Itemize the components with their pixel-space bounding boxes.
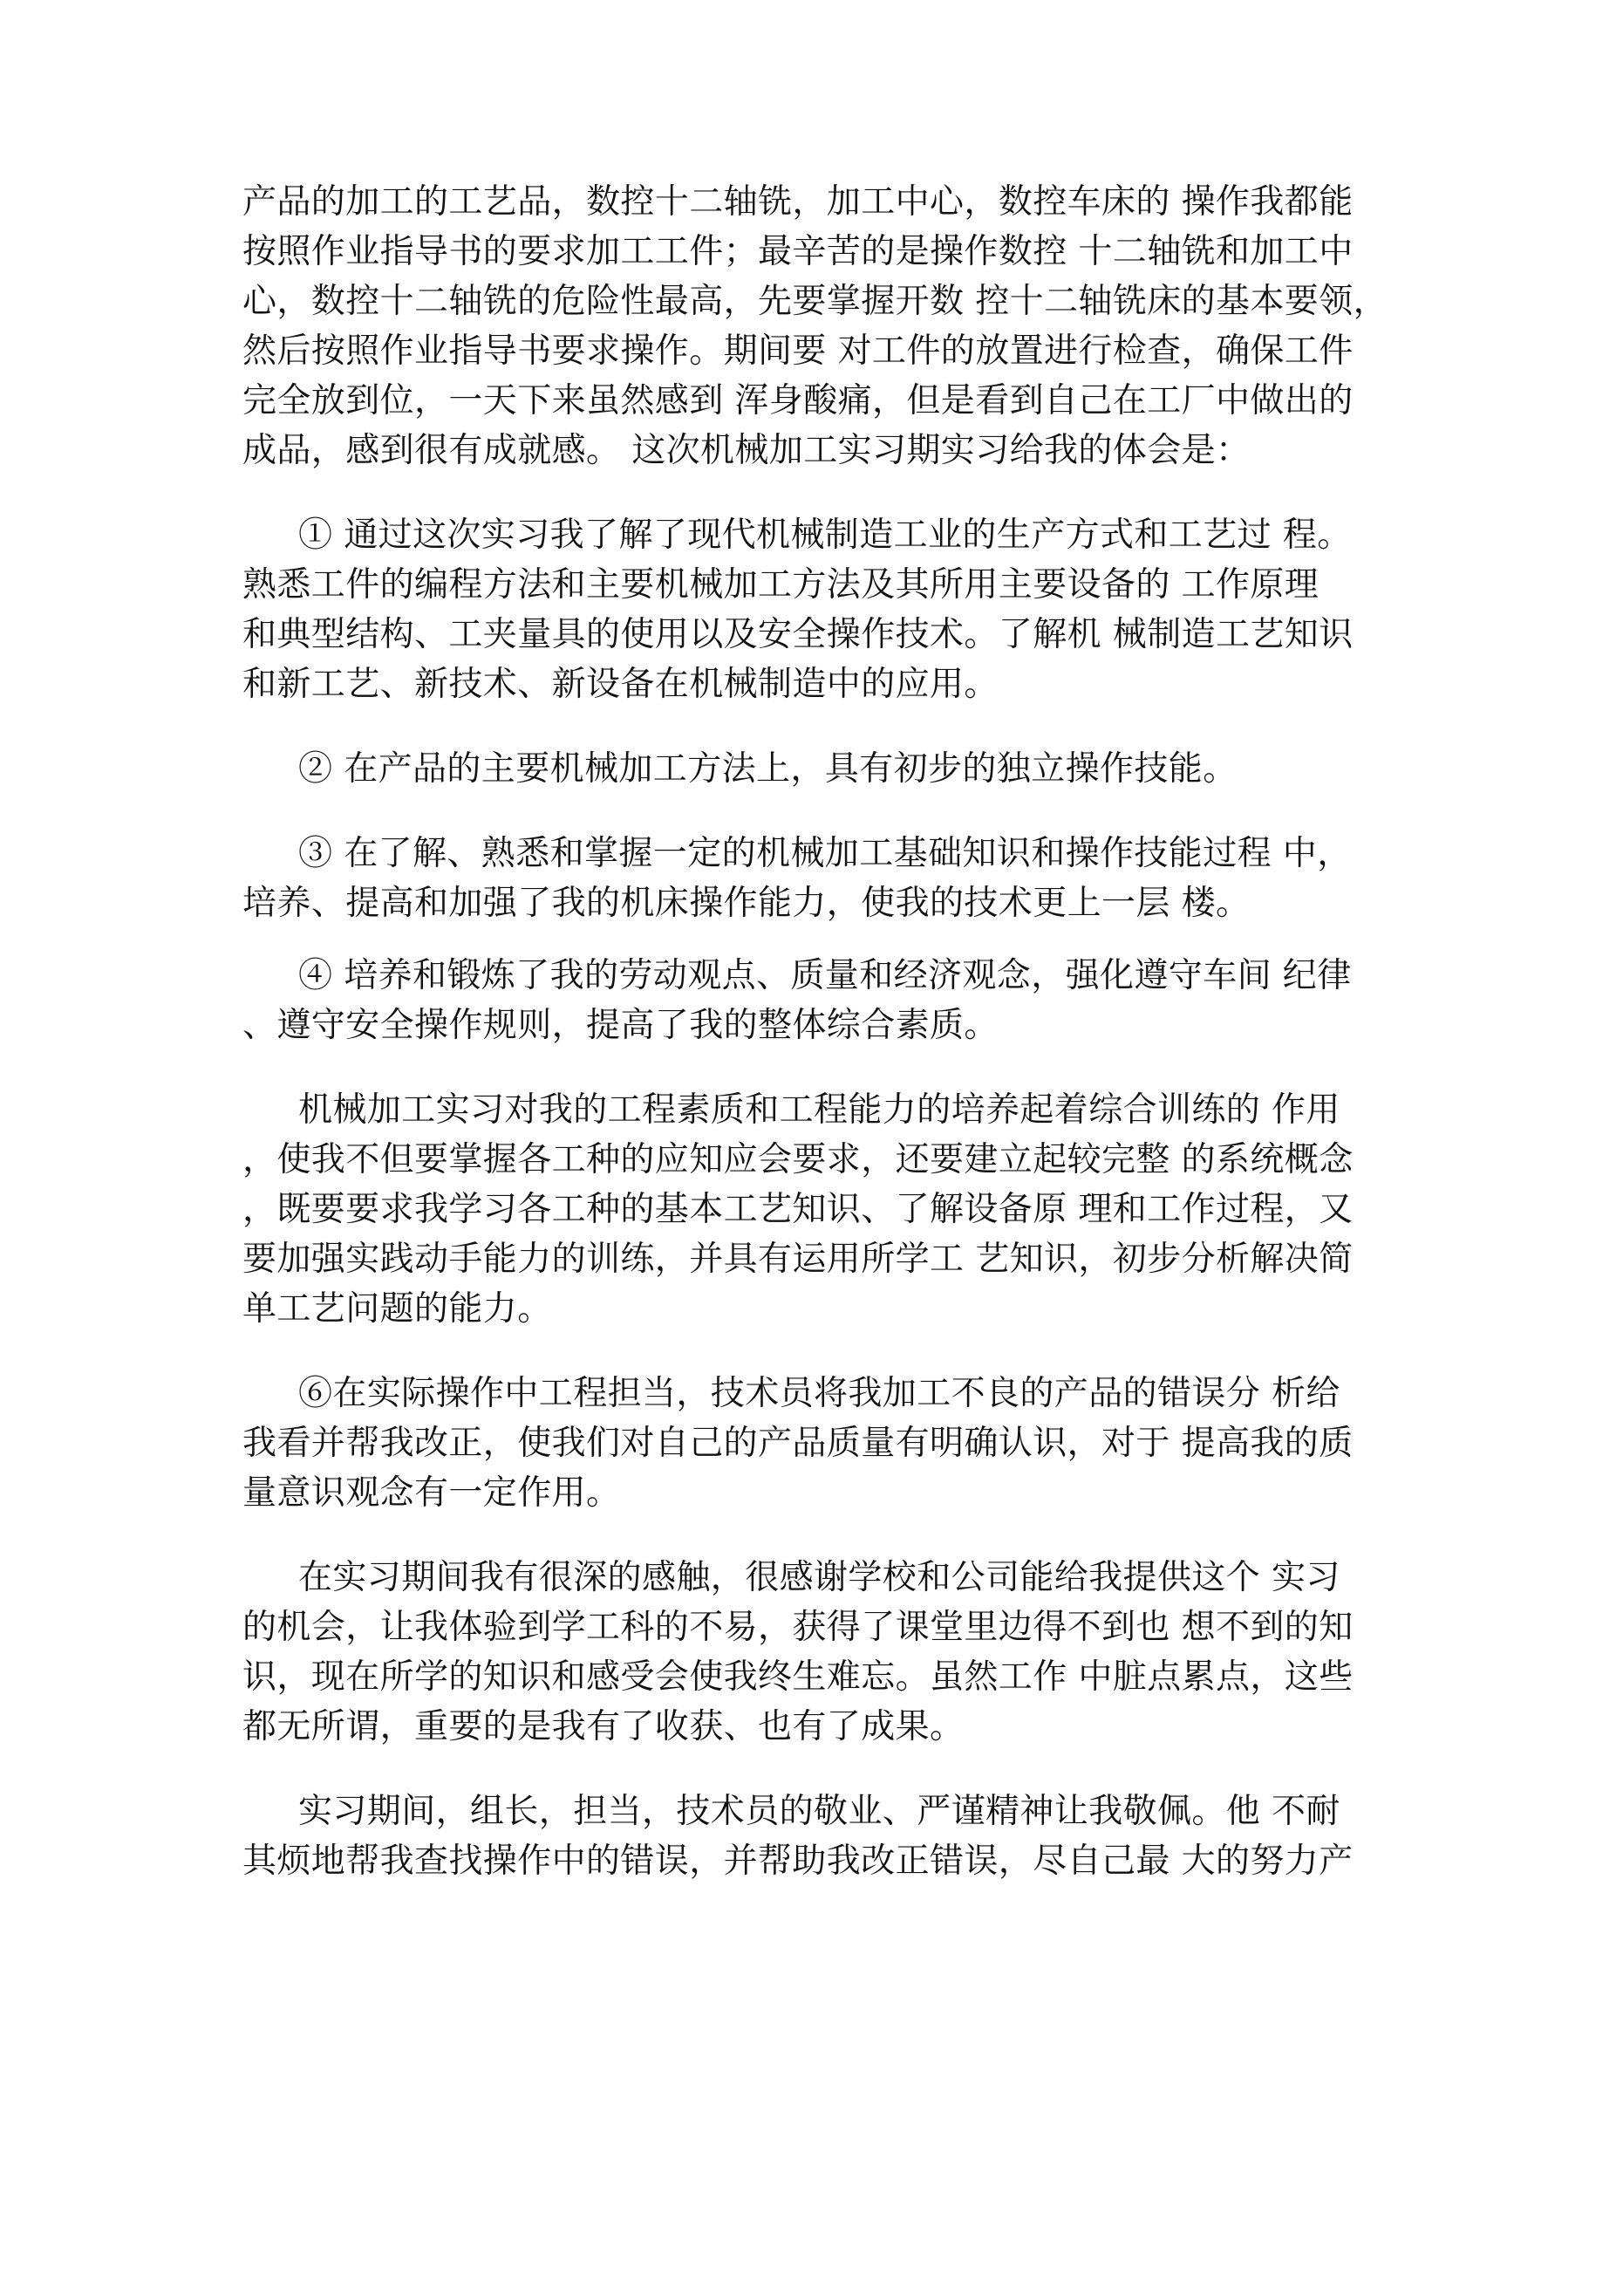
paragraph-point-6 [242,1369,1402,1518]
paragraph-training [242,1085,1402,1334]
paragraph-reflection [242,1553,1402,1752]
text-line: 然后按照作业指导书要求操作。期间要 对工件的放置进行检查，确保工件 [242,331,1354,371]
text-line: 都无所谓，重要的是我有了收获、也有了成果。 [242,1707,965,1746]
text-line: 和新工艺、新技术、新设备在机械制造中的应用。 [242,665,999,704]
text-line: 单工艺问题的能力。 [242,1289,552,1329]
text-line: 完全放到位，一天下来虽然感到 浑身酸痛，但是看到自己在工厂中做出的 [242,381,1354,420]
text-line: 成品，感到很有成就感。 这次机械加工实习期实习给我的体会是： [242,431,1251,470]
text-line: ① 通过这次实习我了解了现代机械制造工业的生产方式和工艺过 程。 [298,516,1352,555]
text-line: 产品的加工的工艺品，数控十二轴铣，加工中心，数控车床的 操作我都能 [242,182,1354,222]
text-line: 心，数控十二轴铣的危险性最高，先要掌握开数 控十二轴铣床的基本要领， [242,282,1388,321]
paragraph-point-1 [242,510,1402,709]
paragraph-gratitude [242,1787,1402,1886]
text-line: ② 在产品的主要机械加工方法上，具有初步的独立操作技能。 [298,749,1238,789]
text-line: 其烦地帮我查找操作中的错误，并帮助我改正错误，尽自己最 大的努力产 [242,1842,1354,1881]
paragraph-point-3 [242,829,1402,928]
text-line: ，使我不但要掌握各工种的应知应会要求，还要建立起较完整 的系统概念 [242,1140,1354,1179]
text-line: 、遵守安全操作规则，提高了我的整体综合素质。 [242,1006,999,1045]
text-line: 识，现在所学的知识和感受会使我终生难忘。虽然工作 中脏点累点，这些 [242,1657,1354,1697]
text-line: 培养、提高和加强了我的机床操作能力，使我的技术更上一层 楼。 [242,884,1251,923]
text-line: ③ 在了解、熟悉和掌握一定的机械加工基础知识和操作技能过程 中， [298,834,1352,873]
text-line: 在实习期间我有很深的感触，很感谢学校和公司能给我提供这个 实习 [298,1558,1340,1597]
text-line: 按照作业指导书的要求加工工件；最辛苦的是操作数控 十二轴铣和加工中 [242,232,1354,271]
text-line: 量意识观念有一定作用。 [242,1473,621,1513]
text-line: 实习期间，组长，担当，技术员的敬业、严谨精神让我敬佩。他 不耐 [298,1792,1340,1831]
paragraph-point-4 [242,951,1402,1050]
text-line: 机械加工实习对我的工程素质和工程能力的培养起着综合训练的 作用 [298,1090,1340,1130]
text-line: 和典型结构、工夹量具的使用以及安全操作技术。了解机 械制造工艺知识 [242,615,1354,654]
text-line: ④ 培养和锻炼了我的劳动观点、质量和经济观念，强化遵守车间 纪律 [298,956,1352,995]
text-line: ，既要要求我学习各工种的基本工艺知识、了解设备原 理和工作过程，又 [242,1190,1354,1229]
document-body [242,177,1402,1886]
paragraph-1 [242,177,1402,475]
paragraph-point-2 [242,744,1402,794]
text-line: 的机会，让我体验到学工科的不易，获得了课堂里边得不到也 想不到的知 [242,1608,1354,1647]
text-line: 熟悉工件的编程方法和主要机械加工方法及其所用主要设备的 工作原理 [242,565,1320,605]
text-line: 要加强实践动手能力的训练，并具有运用所学工 艺知识，初步分析解决简 [242,1240,1354,1279]
text-line: 我看并帮我改正，使我们对自己的产品质量有明确认识，对于 提高我的质 [242,1424,1354,1463]
text-line: ⑥在实际操作中工程担当，技术员将我加工不良的产品的错误分 析给 [298,1374,1340,1413]
